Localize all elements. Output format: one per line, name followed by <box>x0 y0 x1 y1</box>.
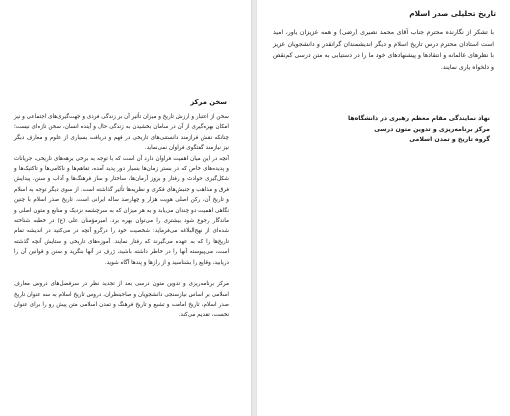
signature-line: گروه تاریخ و تمدن اسلامی <box>409 136 490 143</box>
section-heading: سخن مرکز <box>190 98 227 106</box>
signature-line: مرکز برنامه‌ریزی و تدوین متون درسی <box>374 125 490 133</box>
signature-block <box>340 114 490 146</box>
right-page <box>256 0 510 416</box>
left-page <box>0 0 252 416</box>
body-paragraph: آنچه در این میان اهمیت فراوان دارد آن است که با توجه به برخی برهه‌های تاریخی، جریانات و پدیده‌های خاص که در بستر زمان‌ها بسیار دور پدید آمده، تفاهم‌ها و ناکامی‌ها و تاکتیک‌ها و شکل‌گیری حوادث و رفتار و بروز آرمان‌ها، ساختار و ساز فرهنگ‌ها و آداب و سنن، پیدایش فرق و مذاهب و جنبش‌های فکری و نظریه‌ها تأثیر گذاشته است. از سوی دیگر توجه به اسلام و تاریخ آن، رکن اصلی هویت هزار و چهارصد ساله ایرانی است. تاریخ صدر اسلام با چنین نگاهی اهمیت دو چندان می‌یابد و به هر میزان که به سرچشمه نزدیک و منابع و متون اصلی و ماندگار رجوع شود بیشتری را می‌توان بهره برد. امیرمؤمنان علی (ع) در خطبه شناخته شده‌ای از نهج‌البلاغه می‌فرماید: شخصیت خود را درگرو آنچه در می‌کنید در اندیشه تمام تاریخ‌ها را که به عهده می‌گیرند که رفتار نمایند. آموزه‌های تاریخی و ستایش آنچه گذشته است، می‌پیوسته آنها را در خاطر داشته باشید، ژرف در آنها بنگرید و سنن و قوانین آن را دریابید، وقایع را بشناسید و از رازها و پندها آگاه شوید. <box>14 155 229 266</box>
right-page-body <box>273 27 494 73</box>
body-paragraph: با تشکر از نگارنده محترم جناب آقای محمد نصیری (رضی) و همه عزیزان یاور، امید است استادان محترم درس تاریخ اسلام و دیگر اندیشمندان گرانقدر و دانشجویان عزیز با نظرهای عالمانه و انتقادها و پیشنهادهای خود ما را در دستیابی به متن درسی کم‌نقص و دلخواه یاری نمایند. <box>273 29 494 71</box>
body-paragraph: مرکز برنامه‌ریزی و تدوین متون درسی بعد از تجدید نظر در سرفصل‌های دروس معارف اسلامی بر اساس نیازسنجی دانشجویان و صاحبنظران، دروس تاریخ اسلام به سه عنوان تاریخ صدر اسلام، تاریخ امامت و تشیع و تاریخ فرهنگ و تمدن اسلامی متن پیش رو را برای عنوان نخست، تقدیم می‌کند. <box>14 281 229 319</box>
running-header: تاریخ تحلیلی صدر اسلام <box>409 9 496 18</box>
signature-line: نهاد نمایندگی مقام معظم رهبری در دانشگاه‌ها <box>348 115 490 122</box>
left-page-body <box>14 112 229 321</box>
body-paragraph: سخن از اعتبار و ارزش تاریخ و میزان تأثیر آن بر زندگی فردی و جهت‌گیری‌های اجتماعی و نیز امکان بهره‌گیری از آن در سامان بخشیدن به زندگی حال و آینده انسان، سخن تازه‌ای نیست؛ چنانکه نقش فرازمند دانستنی‌های تاریخی در فهم و دریافت بسیاری از علوم و معارف دیگر نیز نیازمند گفتگوی فراوان نمی‌نماید. <box>14 114 229 152</box>
